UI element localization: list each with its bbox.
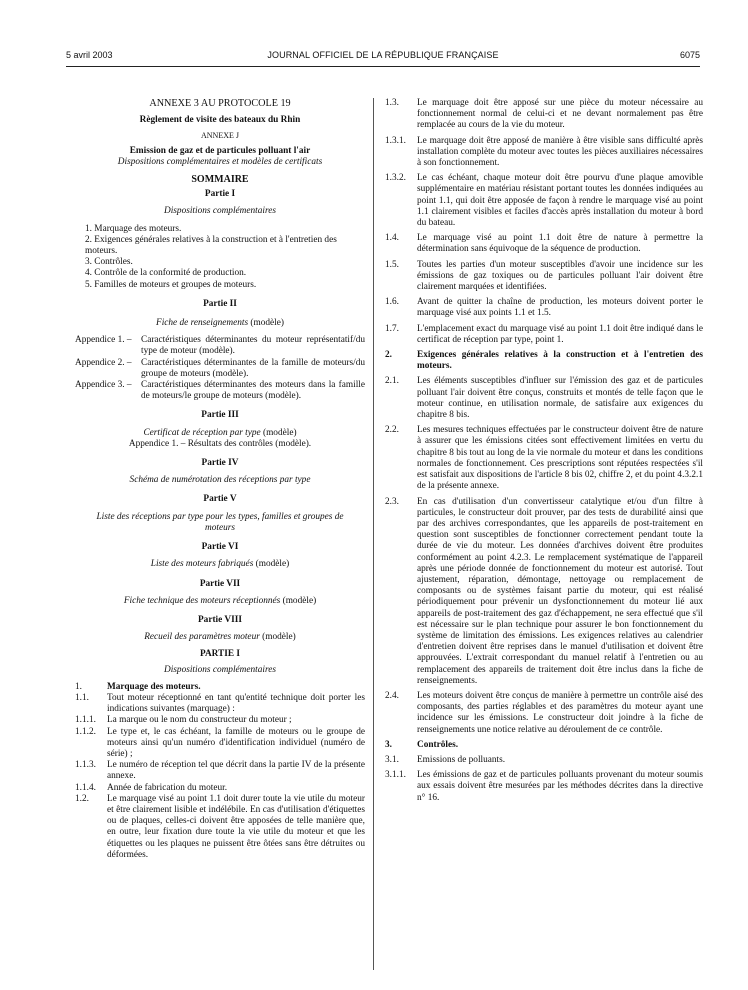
section-item [385,324,703,346]
summary-item: 1. Marquage des moteurs. [85,223,182,234]
section-item [75,727,365,761]
partie-1-heading: Partie I [204,189,236,200]
section-item [385,136,703,170]
partie-7-subtitle-rest: (modèle) [280,595,317,606]
section-item [385,297,703,319]
section-item [385,350,703,372]
summary-list [75,224,365,291]
partie-4-heading: Partie IV [201,458,239,469]
right-column [385,98,703,804]
section-number: 1.5. [385,259,399,270]
section-item [75,715,365,726]
appendix-text: Caractéristiques déterminantes de la famille de moteurs/du groupe de moteurs (modèle). [141,357,365,379]
section-number: 2.2. [385,425,399,436]
appendix-list [75,335,365,402]
section-text: Tout moteur réceptionné en tant qu'entité technique doit porter les indications suivantes (marquage) : [107,692,365,715]
section-number: 1. [75,681,82,692]
header-rule [66,66,700,67]
header-page-number: 6075 [679,50,700,60]
section-item [385,376,703,421]
section-text: Exigences générales relatives à la construction et à l'entretien des moteurs. [417,350,703,372]
partie-7-subtitle-italic: Fiche technique des moteurs réceptionnés [123,595,281,606]
annexe-j-label: ANNEXE J [201,131,239,141]
section-item [385,497,703,687]
section-number: 1.7. [385,323,399,334]
section-text: Contrôles. [417,739,459,750]
header-date: 5 avril 2003 [66,50,113,60]
section-text: Le marquage doit être apposé sur une pièce du moteur nécessaire au fonctionnement normal de celui-ci et ne devant normalement pas être remplacée au cours de la vie du moteur. [417,98,703,131]
partie-3-heading: Partie III [201,410,239,421]
section-item [75,693,365,715]
annex-title: ANNEXE 3 AU PROTOCOLE 19 [149,98,291,109]
section-number: 1.1.1. [75,715,96,726]
partie-3-appendix: Appendice 1. – Résultats des contrôles (modèle). [128,438,312,449]
section-number: 1.3.1. [385,135,406,146]
summary-item: 3. Contrôles. [85,257,133,268]
regulation-title: Règlement de visite des bateaux du Rhin [139,115,301,126]
section-item [385,173,703,229]
section-number: 2.1. [385,376,399,387]
partie-3-subtitle [75,428,365,439]
partie-3-subtitle-italic: Certificat de réception par type [143,427,261,438]
section-number: 1.2. [75,793,89,804]
partie-8-subtitle-italic: Recueil des paramètres moteur [144,632,260,643]
partie-i-heading: PARTIE I [199,649,241,660]
partie-7-heading: Partie VII [199,578,241,589]
partie-1-subtitle: Dispositions complémentaires [164,206,276,217]
section-text: Marquage des moteurs. [107,681,201,692]
appendix-text: Caractéristiques déterminantes des moteurs dans la famille de moteurs/le groupe de moteurs (modèle). [141,380,365,402]
summary-item: 5. Familles de moteurs et groupes de moteurs. [85,279,257,290]
appendix-text: Caractéristiques déterminantes du moteur représentatif/du type de moteur (modèle). [141,335,365,357]
section-number: 1.3.2. [385,173,406,184]
section-text: Le numéro de réception tel que décrit dans la partie IV de la présente annexe. [107,760,365,782]
partie-8-subtitle [75,632,365,643]
section-text: Toutes les parties d'un moteur susceptibles d'avoir une incidence sur les émissions de gaz toxiques ou de particules polluant l'air doivent être clairement marquées et identifiées. [417,259,703,293]
section-number: 2.4. [385,690,399,701]
appendix-item [75,380,365,402]
summary-item: 2. Exigences générales relatives à la construction et à l'entretien des moteurs. [85,234,337,257]
appendix-key: Appendice 2. – [75,357,132,368]
partie-6-subtitle [75,559,365,570]
section-item [385,425,703,492]
partie-8-heading: Partie VIII [198,614,242,625]
section-number: 2. [385,350,392,361]
section-text: Emissions de polluants. [417,754,506,765]
section-text: Les moteurs doivent être conçus de manière à permettre un contrôle aisé des composants, des parties réglables et des paramètres du moteur ayant une incidence sur les émissions. Le constructeur doit joindre à la fiche de renseignements une notice relative au déroulement de ce contrôle. [417,690,703,735]
section-item [385,740,703,751]
summary-item: 4. Contrôle de la conformité de production. [85,268,247,279]
sommaire-heading: SOMMAIRE [191,174,249,186]
appendix-item [75,358,365,380]
section-number: 1.1. [75,692,89,703]
page-header [66,50,700,64]
column-divider [373,98,374,970]
header-journal: JOURNAL OFFICIEL DE LA RÉPUBLIQUE FRANÇAISE [267,50,499,60]
partie-i-subtitle: Dispositions complémentaires [164,664,276,675]
section-text: Les éléments susceptibles d'influer sur l'émission des gaz et de particules polluant l'air doivent être conçus, construits et montés de telle façon que le moteur continue, en utilisation normale, de satisfaire aux exigences du chapitre 8 bis. [417,376,703,421]
partie-2-subtitle-rest: (modèle) [248,318,284,329]
partie-6-heading: Partie VI [201,542,239,553]
section-number: 1.1.3. [75,760,96,771]
section-item [385,233,703,255]
section-item [385,98,703,132]
section-item [385,260,703,294]
partie-2-heading: Partie II [203,298,237,309]
partie-2-subtitle-italic: Fiche de renseignements [156,318,249,329]
section-text: La marque ou le nom du constructeur du moteur ; [107,715,292,726]
section-item [75,760,365,782]
section-text: Le cas échéant, chaque moteur doit être pourvu d'une plaque amovible supplémentaire en matériau résistant portant toutes les données indiquées au point 1.1, qui doit être apposée de façon à rendre le marquage visé au point 1.1 clairement visibles et faciles d'accès après installation du moteur à bord du bateau. [417,173,703,229]
section-item [385,755,703,766]
left-column [75,98,365,861]
section-text: En cas d'utilisation d'un convertisseur catalytique et/ou d'un filtre à particules, le constructeur doit prouver, par des tests de durabilité ainsi que par des archives correspondantes, que les appareils de post-traitement en question sont susceptibles de fonctionner correctement pendant toute la durée de vie du moteur. Les données d'archives doivent être produites conformément au point 4.2.3. Le remplacement systématique de l'appareil après une période donnée de fonctionnement du moteur est autorisé. Tout ajustement, réparation, démontage, nettoyage ou remplacement de composants ou de systèmes faisant partie du moteur, qui est réalisé périodiquement pour prévenir un dysfonctionnement du moteur lié aux appareils de post-traitement des gaz d'échappement, ne sera effectué que s'il est nécessaire sur le plan technique pour assurer le bon fonctionnement du système de limitation des émissions. Les exigences relatives au calendrier d'entretien doivent être reprises dans le manuel d'utilisation et doivent être approuvées. L'extrait correspondant du manuel relatif à l'entretien ou au remplacement des appareils de traitement doit être inclus dans la fiche de renseignements. [417,496,703,686]
section-number: 1.4. [385,233,399,244]
section-text: Le marquage doit être apposé de manière à être visible sans difficulté après installation complète du moteur avec toutes les pièces auxiliaires nécessaires à son fonctionnement. [417,135,703,169]
partie-2-subtitle [75,318,365,329]
section-text: Les mesures techniques effectuées par le constructeur doivent être de nature à assurer que les émissions citées sont effectivement limitées en vertu du chapitre 8 bis tout au long de la vie normale du moteur et dans les conditions normales de fonctionnement. Ces prescriptions sont réputées respectées s'il est satisfait aux dispositions de l'article 8 bis 02, chiffre 2, et du point 4.3.2.1 de la présente annexe. [417,425,703,492]
partie-6-subtitle-rest: (modèle) [253,559,290,570]
appendix-key: Appendice 3. – [75,380,132,391]
left-sections [75,682,365,861]
section-number: 1.6. [385,297,399,308]
dispositions-subtitle: Dispositions complémentaires et modèles de certificats [117,156,323,167]
partie-4-subtitle: Schéma de numérotation des réceptions par type [129,475,311,486]
section-number: 3.1. [385,754,399,765]
partie-7-subtitle [75,596,365,607]
section-text: Le marquage visé au point 1.1 doit durer toute la vie utile du moteur et être clairement lisible et indélébile. En cas d'utilisation d'étiquettes ou de plaques, celles-ci doivent être apposées de telle manière que, en outre, leur fixation dure toute la vie utile du moteur et que les étiquettes ou les plaques ne puissent être ôtées sans être détruites ou déformées. [107,793,365,860]
emission-title: Emission de gaz et de particules polluant l'air [129,145,311,156]
section-number: 1.3. [385,98,399,108]
partie-3-subtitle-rest: (modèle) [260,427,297,438]
section-item [75,682,365,693]
section-item [75,794,365,861]
section-item [385,770,703,804]
section-text: Avant de quitter la chaîne de production, les moteurs doivent porter le marquage visé aux points 1.1 et 1.5. [417,297,703,319]
appendix-key: Appendice 1. – [75,335,132,346]
section-number: 3. [385,739,392,750]
partie-5-heading: Partie V [203,494,237,505]
partie-8-subtitle-rest: (modèle) [259,632,296,643]
section-number: 1.1.2. [75,726,96,737]
section-text: L'emplacement exact du marquage visé au point 1.1 doit être indiqué dans le certificat de réception par type, point 1. [417,323,703,345]
section-item [75,783,365,794]
section-text: Le type et, le cas échéant, la famille de moteurs ou le groupe de moteurs ainsi qu'un numéro d'identification individuel (numéro de série) ; [107,726,365,759]
section-text: Année de fabrication du moteur. [107,782,228,793]
section-item [385,691,703,736]
section-number: 3.1.1. [385,770,406,781]
section-number: 2.3. [385,496,399,507]
appendix-item [75,335,365,357]
section-number: 1.1.4. [75,782,96,793]
section-text: Le marquage visé au point 1.1 doit être de nature à permettre la détermination sans équivoque de la séquence de production. [417,233,703,255]
partie-6-subtitle-italic: Liste des moteurs fabriqués [150,559,254,570]
section-text: Les émissions de gaz et de particules polluants provenant du moteur soumis aux essais doivent être mesurées par les méthodes décrites dans la directive n° 16. [417,770,703,803]
partie-5-subtitle: Liste des réceptions par type pour les types, familles et groupes de moteurs [96,511,344,533]
